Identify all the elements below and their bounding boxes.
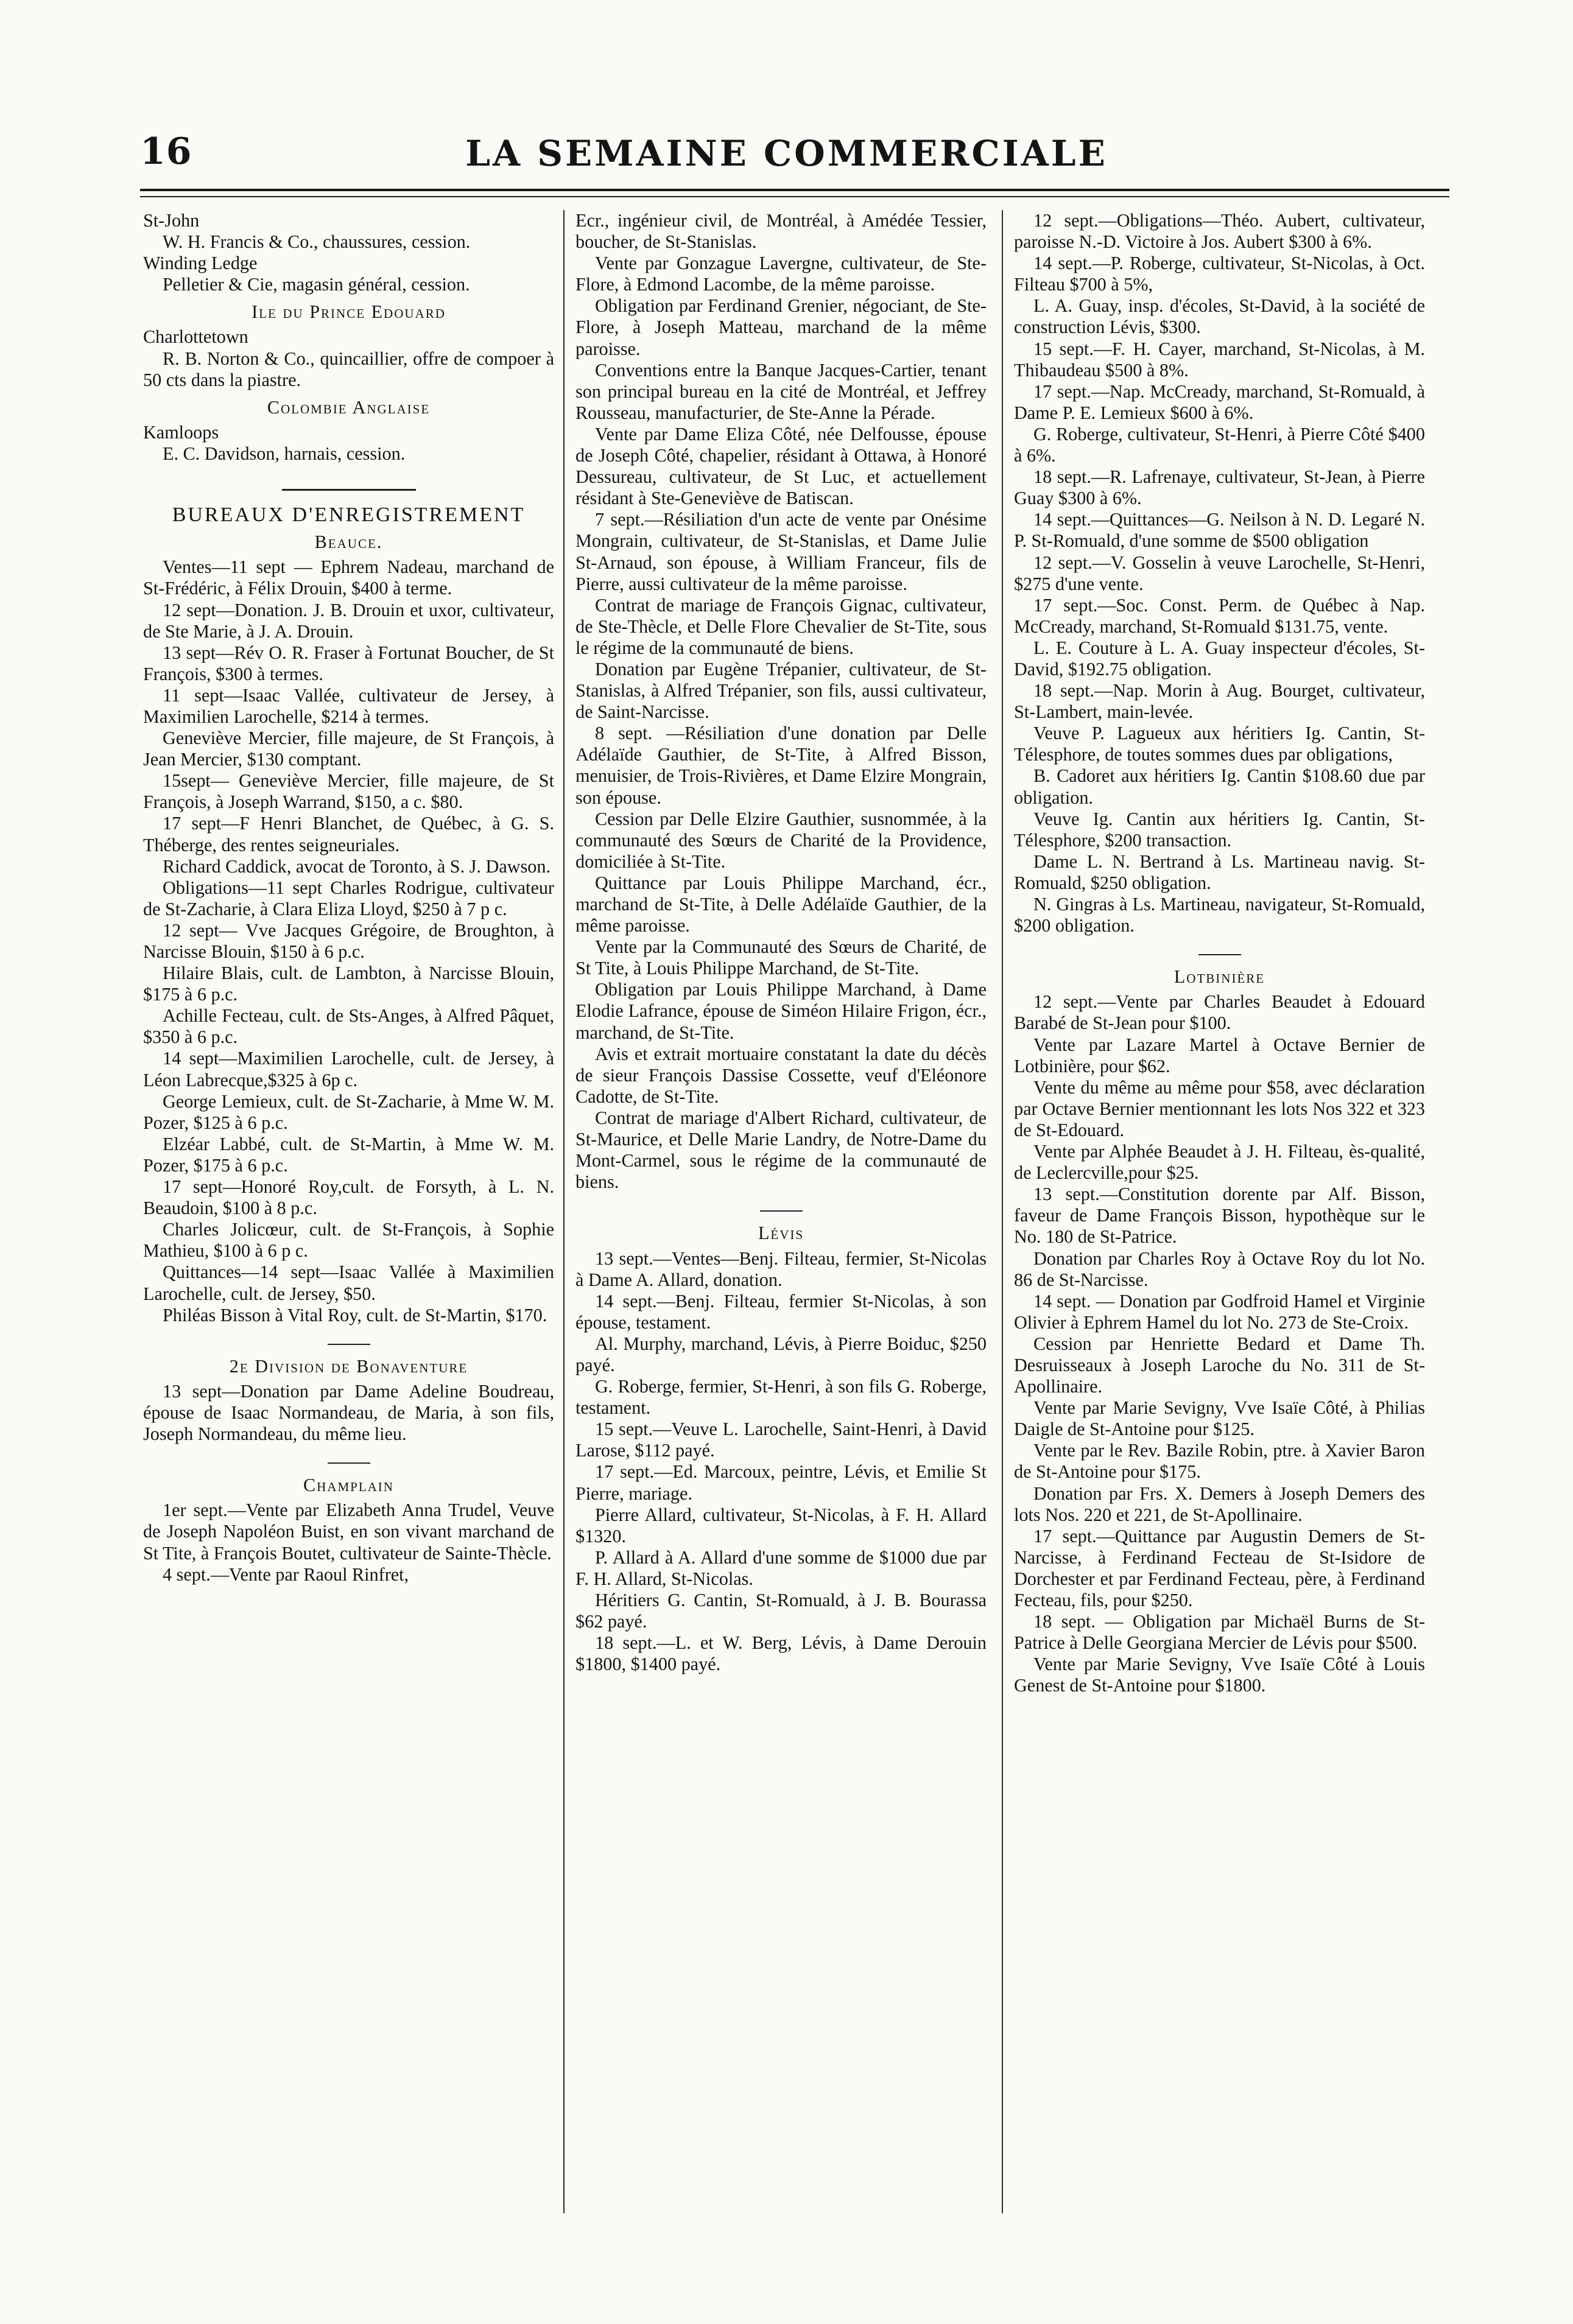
entry-text: Pierre Allard, cultivateur, St-Nicolas, à F. H. Allard $1320. [575, 1504, 987, 1546]
entry-text: Hilaire Blais, cult. de Lambton, à Narcisse Blouin, $175 à 6 p.c. [143, 963, 554, 1005]
entry-text: 8 sept. —Résiliation d'une donation par Delle Adélaïde Gauthier, de St-Tite, à Alfred Bisson, menuisier, de Trois-Rivières, et Dame Elzire Mongrain, son épouse. [575, 723, 987, 808]
entry-text: 14 sept. — Donation par Godfroid Hamel et Virginie Olivier à Ephrem Hamel du lot No. 273 de Ste-Croix. [1014, 1290, 1425, 1333]
entry-text: 14 sept.—P. Roberge, cultivateur, St-Nicolas, à Oct. Filteau $700 à 5%, [1014, 253, 1425, 295]
entry-text: 18 sept.—R. Lafrenaye, cultivateur, St-Jean, à Pierre Guay $300 à 6%. [1014, 466, 1425, 509]
entry-text: Al. Murphy, marchand, Lévis, à Pierre Boiduc, $250 payé. [575, 1333, 987, 1375]
district-heading: Colombie Anglaise [267, 396, 431, 418]
entry-text: Vente par la Communauté des Sœurs de Charité, de St Tite, à Louis Philippe Marchand, de St-Tite. [575, 936, 987, 979]
entry-text: 12 sept—Donation. J. B. Drouin et uxor, cultivateur, de Ste Marie, à J. A. Drouin. [143, 599, 554, 642]
entry-text: Veuve Ig. Cantin aux héritiers Ig. Cantin, St-Télesphore, $200 transaction. [1014, 808, 1425, 851]
entry-text: 12 sept.—Obligations—Théo. Aubert, cultivateur, paroisse N.-D. Victoire à Jos. Aubert $300 à 6%. [1014, 210, 1425, 253]
entry-text: 14 sept—Maximilien Larochelle, cult. de Jersey, à Léon Labrecque,$325 à 6p c. [143, 1048, 554, 1090]
entry-text: 12 sept.—V. Gosselin à veuve Larochelle, St-Henri, $275 d'une vente. [1014, 552, 1425, 594]
entry-text: Vente par Lazare Martel à Octave Bernier de Lotbinière, pour $62. [1014, 1034, 1425, 1076]
entry-text: Geneviève Mercier, fille majeure, de St François, à Jean Mercier, $130 comptant. [143, 728, 554, 770]
place-label: Winding Ledge [143, 253, 258, 274]
entry-text: Donation par Eugène Trépanier, cultivateur, de St-Stanislas, à Alfred Trépanier, son fils, aussi cultivateur, de Saint-Narcisse. [575, 658, 987, 723]
entry-text: 1er sept.—Vente par Elizabeth Anna Trudel, Veuve de Joseph Napoléon Buist, en son vivant marchand de St Tite, à François Boutet, cultivateur de Sainte-Thècle. [143, 1500, 554, 1564]
entry-text: 17 sept—F Henri Blanchet, de Québec, à G. S. Théberge, des rentes seigneuriales. [143, 813, 554, 855]
entry-text: 13 sept—Donation par Dame Adeline Boudreau, épouse de Isaac Normandeau, de Maria, à son fils, Joseph Normandeau, du même lieu. [143, 1380, 554, 1445]
entry-text: Cession par Henriette Bedard et Dame Th. Desruisseaux à Joseph Laroche du No. 311 de St-Apollinaire. [1014, 1333, 1425, 1397]
ornament-rule [143, 474, 554, 496]
entry-text: Donation par Frs. X. Demers à Joseph Demers des lots Nos. 220 et 221, de St-Apollinaire. [1014, 1483, 1425, 1525]
entry-text: 15sept— Geneviève Mercier, fille majeure, de St François, à Joseph Warrand, $150, a c. $80. [143, 770, 554, 813]
entry-text: G. Roberge, fermier, St-Henri, à son fils G. Roberge, testament. [575, 1376, 987, 1419]
entry-text: P. Allard à A. Allard d'une somme de $1000 due par F. H. Allard, St-Nicolas. [575, 1546, 987, 1589]
entry-text: 4 sept.—Vente par Raoul Rinfret, [163, 1564, 409, 1585]
entry-text: B. Cadoret aux héritiers Ig. Cantin $108.60 due par obligation. [1014, 765, 1425, 808]
entry-text: Ventes—11 sept — Ephrem Nadeau, marchand de St-Frédéric, à Félix Drouin, $400 à terme. [143, 556, 554, 599]
district-heading: Lévis [758, 1223, 804, 1244]
place-label: Ecr., ingénieur civil, de Montréal, à Amédée Tessier, boucher, de St-Stanislas. [575, 210, 987, 253]
entry-text: 12 sept.—Vente par Charles Beaudet à Edouard Barabé de St-Jean pour $100. [1014, 991, 1425, 1034]
entry-text: R. B. Norton & Co., quincaillier, offre de compoer à 50 cts dans la piastre. [143, 348, 554, 390]
entry-text: Richard Caddick, avocat de Toronto, à S. J. Dawson. [163, 855, 551, 877]
entry-text: 13 sept.—Constitution dorente par Alf. Bisson, faveur de Dame François Bisson, hypothèque sur le No. 180 de St-Patrice. [1014, 1184, 1425, 1248]
entry-text: Veuve P. Lagueux aux héritiers Ig. Cantin, St-Télesphore, de toutes sommes dues par obligations, [1014, 723, 1425, 765]
entry-text: Vente par le Rev. Bazile Robin, ptre. à Xavier Baron de St-Antoine pour $175. [1014, 1440, 1425, 1483]
entry-text: 18 sept.—L. et W. Berg, Lévis, à Dame Derouin $1800, $1400 payé. [575, 1632, 987, 1675]
section-divider [143, 1329, 554, 1350]
entry-text: N. Gingras à Ls. Martineau, navigateur, St-Romuald, $200 obligation. [1014, 894, 1425, 936]
district-heading: Ile du Prince Edouard [252, 301, 446, 323]
place-label: St-John [143, 210, 200, 231]
entry-text: E. C. Davidson, harnais, cession. [163, 443, 406, 464]
column-divider [1002, 210, 1003, 2213]
entry-text: Conventions entre la Banque Jacques-Cartier, tenant son principal bureau en la cité de Montréal, et Jeffrey Rousseau, manufacturier, de Ste-Anne la Pérade. [575, 359, 987, 423]
entry-text: 18 sept. — Obligation par Michaël Burns de St-Patrice à Delle Georgiana Mercier de Lévis pour $500. [1014, 1611, 1425, 1654]
page-number: 16 [140, 130, 192, 173]
entry-text: 15 sept.—Veuve L. Larochelle, Saint-Henri, à David Larose, $112 payé. [575, 1419, 987, 1461]
entry-text: L. A. Guay, insp. d'écoles, St-David, à la société de construction Lévis, $300. [1014, 295, 1425, 338]
entry-text: Obligation par Louis Philippe Marchand, à Dame Elodie Lafrance, épouse de Siméon Hilaire Frigon, écr., marchand, de St-Tite. [575, 979, 987, 1043]
entry-text: Obligations—11 sept Charles Rodrigue, cultivateur de St-Zacharie, à Clara Eliza Lloyd, $250 à 7 p c. [143, 877, 554, 919]
entry-text: 13 sept.—Ventes—Benj. Filteau, fermier, St-Nicolas à Dame A. Allard, donation. [575, 1248, 987, 1290]
place-label: Kamloops [143, 421, 219, 443]
entry-text: Obligation par Ferdinand Grenier, négociant, de Ste-Flore, à Joseph Matteau, marchand de la même paroisse. [575, 295, 987, 359]
entry-text: Vente par Dame Eliza Côté, née Delfousse, épouse de Joseph Côté, chapelier, résidant à Ottawa, à Honoré Dessureau, cultivateur, de St Luc, et actuellement résidant à Ste-Geneviève de Batiscan. [575, 423, 987, 509]
entry-text: 15 sept.—F. H. Cayer, marchand, St-Nicolas, à M. Thibaudeau $500 à 8%. [1014, 338, 1425, 381]
page-header [122, 122, 1451, 183]
entry-text: Charles Jolicœur, cult. de St-François, à Sophie Mathieu, $100 à 6 p c. [143, 1219, 554, 1262]
district-heading: 2e Division de Bonaventure [229, 1355, 468, 1377]
entry-text: Avis et extrait mortuaire constatant la date du décès de sieur François Dassise Cossette, veuf d'Eléonore Cadotte, de St-Tite. [575, 1043, 987, 1107]
entry-text: Philéas Bisson à Vital Roy, cult. de St-Martin, $170. [163, 1304, 547, 1325]
entry-text: 18 sept.—Nap. Morin à Aug. Bourget, cultivateur, St-Lambert, main-levée. [1014, 680, 1425, 723]
header-rule [140, 189, 1449, 191]
entry-text: Dame L. N. Bertrand à Ls. Martineau navig. St-Romuald, $250 obligation. [1014, 851, 1425, 893]
entry-text: 14 sept.—Benj. Filteau, fermier St-Nicolas, à son épouse, testament. [575, 1290, 987, 1333]
district-heading: Champlain [303, 1475, 394, 1496]
section-heading: BUREAUX D'ENREGISTREMENT [172, 504, 526, 527]
place-label: Charlottetown [143, 326, 248, 348]
section-divider [575, 1195, 987, 1216]
entry-text: Pelletier & Cie, magasin général, cession. [163, 274, 470, 295]
entry-text: Quittance par Louis Philippe Marchand, écr., marchand de St-Tite, à Delle Adélaïde Gauthier, de la même paroisse. [575, 872, 987, 936]
column-1 [143, 210, 554, 2219]
entry-text: 7 sept.—Résiliation d'un acte de vente par Onésime Mongrain, cultivateur, de St-Stanislas, et Dame Julie St-Arnaud, son épouse, à William Franceur, fils de Pierre, aussi cultivateur de la même paroisse. [575, 509, 987, 594]
entry-text: 17 sept.—Soc. Const. Perm. de Québec à Nap. McCready, marchand, St-Romuald $131.75, vente. [1014, 594, 1425, 637]
column-divider [563, 210, 565, 2213]
entry-text: 11 sept—Isaac Vallée, cultivateur de Jersey, à Maximilien Larochelle, $214 à termes. [143, 684, 554, 727]
entry-text: Vente par Marie Sevigny, Vve Isaïe Côté à Louis Genest de St-Antoine pour $1800. [1014, 1654, 1425, 1696]
entry-text: 17 sept.—Nap. McCready, marchand, St-Romuald, à Dame P. E. Lemieux $600 à 6%. [1014, 381, 1425, 423]
entry-text: 17 sept.—Ed. Marcoux, peintre, Lévis, et Emilie St Pierre, mariage. [575, 1461, 987, 1504]
running-title: LA SEMAINE COMMERCIALE [465, 133, 1108, 174]
district-heading: Lotbinière [1174, 966, 1265, 988]
entry-text: Vente par Marie Sevigny, Vve Isaïe Côté, à Philias Daigle de St-Antoine pour $125. [1014, 1397, 1425, 1440]
entry-text: 14 sept.—Quittances—G. Neilson à N. D. Legaré N. P. St-Romuald, d'une somme de $500 obligation [1014, 509, 1425, 552]
entry-text: L. E. Couture à L. A. Guay inspecteur d'écoles, St-David, $192.75 obligation. [1014, 637, 1425, 679]
entry-text: Quittances—14 sept—Isaac Vallée à Maximilien Larochelle, cult. de Jersey, $50. [143, 1262, 554, 1304]
section-divider [143, 1447, 554, 1469]
column-3 [1014, 210, 1425, 2219]
entry-text: Contrat de mariage d'Albert Richard, cultivateur, de St-Maurice, et Delle Marie Landry, de Notre-Dame du Mont-Carmel, sous le régime de la communauté de biens. [575, 1107, 987, 1193]
entry-text: Achille Fecteau, cult. de Sts-Anges, à Alfred Pâquet, $350 à 6 p.c. [143, 1005, 554, 1048]
column-2 [575, 210, 987, 2219]
entry-text: 17 sept—Honoré Roy,cult. de Forsyth, à L. N. Beaudoin, $100 à 8 p.c. [143, 1176, 554, 1219]
entry-text: Vente du même au même pour $58, avec déclaration par Octave Bernier mentionnant les lots Nos 322 et 323 de St-Edouard. [1014, 1076, 1425, 1140]
district-heading: Beauce. [314, 532, 383, 553]
entry-text: Contrat de mariage de François Gignac, cultivateur, de Ste-Thècle, et Delle Flore Chevalier de St-Tite, sous le régime de la communauté de biens. [575, 594, 987, 658]
entry-text: G. Roberge, cultivateur, St-Henri, à Pierre Côté $400 à 6%. [1014, 423, 1425, 466]
section-divider [1014, 939, 1425, 960]
header-rule-thin [140, 196, 1449, 197]
entry-text: 12 sept— Vve Jacques Grégoire, de Broughton, à Narcisse Blouin, $150 à 6 p.c. [143, 919, 554, 962]
entry-text: W. H. Francis & Co., chaussures, cession. [163, 231, 471, 253]
entry-text: Vente par Alphée Beaudet à J. H. Filteau, ès-qualité, de Leclercville,pour $25. [1014, 1141, 1425, 1184]
entry-text: Héritiers G. Cantin, St-Romuald, à J. B. Bourassa $62 payé. [575, 1590, 987, 1632]
entry-text: Cession par Delle Elzire Gauthier, susnommée, à la communauté des Sœurs de Charité de la Providence, domiciliée à St-Tite. [575, 808, 987, 872]
entry-text: Donation par Charles Roy à Octave Roy du lot No. 86 de St-Narcisse. [1014, 1248, 1425, 1290]
entry-text: Vente par Gonzague Lavergne, cultivateur, de Ste-Flore, à Edmond Lacombe, de la même paroisse. [575, 253, 987, 295]
entry-text: George Lemieux, cult. de St-Zacharie, à Mme W. M. Pozer, $125 à 6 p.c. [143, 1090, 554, 1133]
entry-text: Elzéar Labbé, cult. de St-Martin, à Mme W. M. Pozer, $175 à 6 p.c. [143, 1133, 554, 1176]
entry-text: 17 sept.—Quittance par Augustin Demers de St-Narcisse, à Ferdinand Fecteau de St-Isidore de Dorchester et par Ferdinand Fecteau, père, à Ferdinand Fecteau, fils, pour $250. [1014, 1525, 1425, 1610]
entry-text: 13 sept—Rév O. R. Fraser à Fortunat Boucher, de St François, $300 à termes. [143, 642, 554, 684]
